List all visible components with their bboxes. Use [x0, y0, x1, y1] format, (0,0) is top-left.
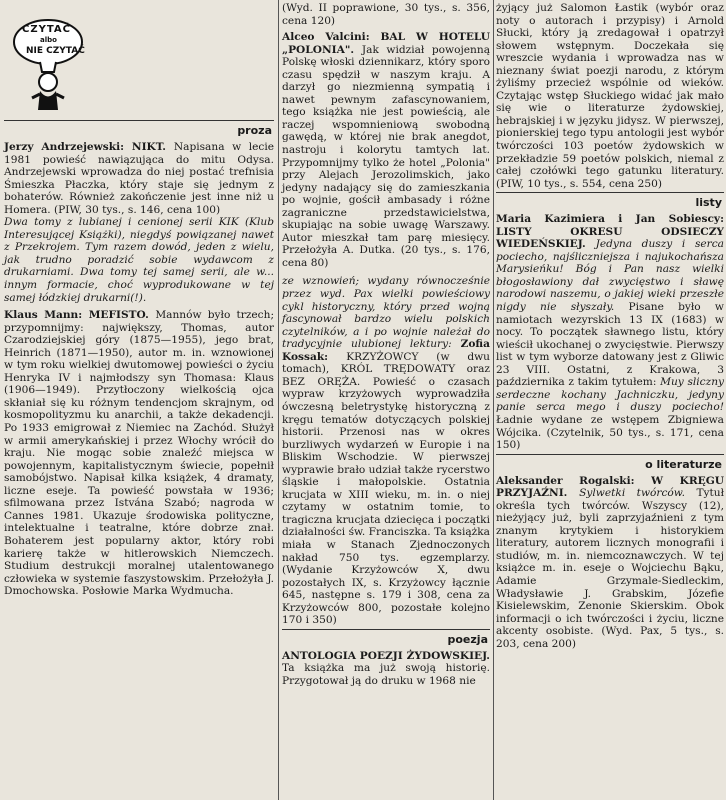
review-listy — [496, 213, 724, 451]
review-text: Jak widział powojenną Polskę włoski dziennikarz, który sporo czasu spędził w naszym kraju. A darzył go niezmienną sympatią i nawet pewnym zafascynowaniem, tego książka nie jest powieścią, ale raczej wspomnieniową swobodną gawędą, w której nie brak anegdot, nastroju i kolorytu tamtych lat. Przypomnijmy tylko że hotel „Polonia" przy Alejach Jerozolimskich, jako jedyny nadający się do zamieszkania po wojnie, gościł ambasady i różne zagraniczne przedstawicielstwa, skupiając na sobie uwagę Warszawy. Autor mieszkał tam parę miesięcy. Przełożyła A. Dutka. (20 tys., s. 176, cena 80) — [282, 43, 491, 269]
book-title: BAL W HOTELU „POLONIA". — [282, 31, 491, 56]
book-title: ANTOLOGIA POEZJI ŻYDOWSKIEJ. — [282, 649, 490, 662]
column-rule — [278, 0, 279, 800]
column-1 — [4, 0, 274, 800]
column-rule — [493, 0, 494, 800]
review-text: Napisana w lecie 1981 powieść nawiązująca do mitu Odysa. Andrzejewski wprowadza do niej postać trefnisia Śmieszka Płaczka, który staje się jednym z bohaterów. Również zakończenie jest inne niż u Homera. (PIW, 30 tys., s. 146, cena 100) — [4, 141, 274, 216]
publication-info: (Wyd. II poprawione, 30 tys., s. 356, cena 120) — [282, 2, 490, 27]
book-title: MEFISTO. — [88, 309, 156, 322]
divider — [496, 192, 724, 193]
review-kossak — [282, 275, 490, 626]
review-text: Mannów było trzech; przypomnijmy: największy, Thomas, autor Czarodziejskiej góry (1875—1955), jego brat, Heinrich (1871—1950), autor m. in. wznowionej w tym roku wielkiej dwutomowej powieści o życiu Henryka IV i najmłodszy syn Thomasa: Klaus (1906—1949). Przytłoczony wielkością ojca skłaniał się ku różnym tendencjom skrajnym, od kosmopolityzmu ku anarchii, a także dekadencji. Po 1933 emigrował z Niemiec na Zachód. Służył w armii amerykańskiej i przez Włochy wrócił do kraju. Nie mogąc sobie znaleźć miejsca w powojennym, kapitalistycznym świecie, popełnił samobójstwo. Napisał kilka książek, 4 dramaty, liczne eseje. Ta powieść powstała w 1936; sfilmowana przez Istvána Szabó; nagroda w Cannes 1981. Ukazuje środowiska polityczne, intelektualne i teatralne, które dobrze znał. Bohaterem jest popularny aktor, który robi karierę także w hitlerowskich Niemczech. Studium destrukcji moralnej utalentowanego człowieka w systemie faszystowskim. Przełożyła J. Dmochowska. Posłowie Marka Wydmucha. — [4, 309, 275, 598]
intro-text: ze wznowień; wydany równocześnie przez wyd. Pax wielki powieściowy cykl historyczny, który przed wojną fascynował bardzo wielu polskich czytelników, a i po wojnie należał do tradycyjnie ulubionej lektury: — [282, 275, 490, 351]
book-title: NIKT. — [131, 141, 174, 153]
divider — [282, 629, 490, 630]
author-name: Klaus Mann: — [4, 309, 89, 322]
review-andrzejewski — [4, 141, 274, 216]
book-subtitle: Sylwetki twórców. — [579, 487, 697, 500]
book-title: LISTY OKRESU ODSIECZY WIEDEŃSKIEJ. — [496, 225, 724, 251]
author-name: Maria Kazimiera i Jan Sobiescy: — [496, 213, 724, 226]
review-antologia-continued: żyjący już Salomon Łastik (wybór oraz noty o autorach i przypisy) i Arnold Słucki, który ją zredagował i opatrzył słowem wstępnym. Doczekała się wreszcie wydania i wprowadza nas w nieznany świat poezji narodu, z którym żyliśmy przecież wspólnie od wieków. Czytając wstęp Słuckiego widać jak mało się wie o literaturze żydowskiej, hebrajskiej i w języku jidysz. W pierwszej, pionierskiej tego typu antologii jest wybór twórczości 103 poetów żydowskich w przekładzie 59 poetów polskich, niemal z całej czołówki tego gatunku literatury. (PIW, 10 tys., s. 554, cena 250) — [496, 2, 724, 190]
logo-line-3: NIE CZYTAĆ — [26, 46, 85, 56]
review-text: Ładnie wydane ze wstępem Zbigniewa Wójcika. (Czytelnik, 50 tys., s. 171, cena 150) — [496, 413, 724, 452]
review-rogalski — [496, 475, 724, 651]
logo-line-1: CZYTAĆ — [22, 24, 71, 35]
author-name: Jerzy Andrzejewski: — [4, 141, 132, 153]
review-text: Ta książka ma już swoją historię. Przygotował ją do druku w 1968 nie — [282, 662, 490, 687]
divider — [4, 120, 274, 121]
author-name: Alceo Valcini: — [282, 31, 381, 44]
logo-line-2: albo — [40, 36, 57, 44]
book-title: W KRĘGU PRZYJAŹNI. — [496, 474, 724, 500]
column-3 — [496, 0, 724, 800]
divider — [496, 454, 724, 455]
review-note-lodzki: Dwa tomy z lubianej i cenionej serii KIK (Klub Interesującej Książki), niegdyś powiązanej nawet z Przekrojem. Tym razem dowód, jeden z wielu, jak trudno poradzić sobie wydawcom z drukarniami. Dwa tomy tej samej serii, ale w... innym formacie, choć wyprodukowane w tej samej łódzkiej drukarni(!). — [4, 216, 274, 304]
column-logo — [4, 0, 274, 118]
review-valcini — [282, 31, 490, 269]
review-text: Pisane było w namiotach wezyrskich 13 IX (1683) w nocy. To początek sławnego listu, który wieścił ukochanej o zwycięstwie. Pierwszy list w tym wyborze datowany jest z Gliwic 23 VIII. Ostatni, z Krakowa, 3 października z takim tytułem: — [496, 301, 724, 389]
section-label-poezja: poezja — [447, 632, 488, 646]
author-name: Zofia Kossak: — [282, 338, 490, 363]
review-mann — [4, 309, 274, 598]
quote-text: Jedyna duszy i serca pociecho, najśliczniejsza i najukochańsza Marysieńku! Bóg i Pan nasz wielki błogosławiony dał zwycięstwo i sławę narodowi naszemu, o jakiej wieki przeszłe nigdy nie słyszały. — [496, 238, 724, 314]
czytac-logo — [10, 2, 86, 114]
section-label-proza: proza — [237, 124, 272, 137]
column-2 — [282, 0, 490, 800]
author-name: Aleksander Rogalski: — [496, 474, 652, 487]
review-text: KRZYŻOWCY (w dwu tomach), KRÓL TRĘDOWATY oraz BEZ ORĘŻA. Powieść o czasach wypraw krzyżowych wyprowadziła ówczesną beletrystykę historyczną z kręgu tematów dotyczących polskiej historii. Przenosi nas w okres burzliwych wydarzeń w Europie i na Bliskim Wschodzie. W pierwszej wyprawie brało udział także rycerstwo śląskie i małopolskie. Ostatnia krucjata w XIII wieku, m. in. o niej czytamy w ostatnim tomie, to tragiczna krucjata dziecięca i początki działalności św. Franciszka. Ta książka miała w Stanach Zjednoczonych nakład 750 tys. egzemplarzy. (Wydanie Krzyżowców X, dwu pozostałych IX, s. Krzyżowcy łącznie 645, następne s. 179 i 308, cena za Krzyżowców 800, pozostałe kolejno 170 i 350) — [282, 350, 491, 627]
reading-figure-icon — [10, 2, 86, 114]
quote-text: Muy sliczny serdeczne kochany Jachniczku, jedyny panie serca mego i duszy pociecho! — [496, 376, 725, 414]
review-text: Tytuł określa tych twórców. Wszyscy (12), nieżyjący już, byli zaprzyjaźnieni z tym znanym krytykiem i historykiem literatury, autorem licznych monografii i studiów, m. in. niemcoznawczych. W tej książce m. in. eseje o Wojciechu Bąku, Adamie Grzymale-Siedleckim, Władysławie J. Grabskim, Józefie Kisielewskim, Zenonie Skierskim. Obok informacji o ich twórczości i życiu, liczne akcenty osobiste. (Wyd. Pax, 5 tys., s. 203, cena 200) — [496, 487, 725, 650]
review-antologia — [282, 650, 490, 688]
section-label-listy: listy — [695, 196, 722, 210]
section-label-literaturze: o literaturze — [645, 457, 722, 471]
